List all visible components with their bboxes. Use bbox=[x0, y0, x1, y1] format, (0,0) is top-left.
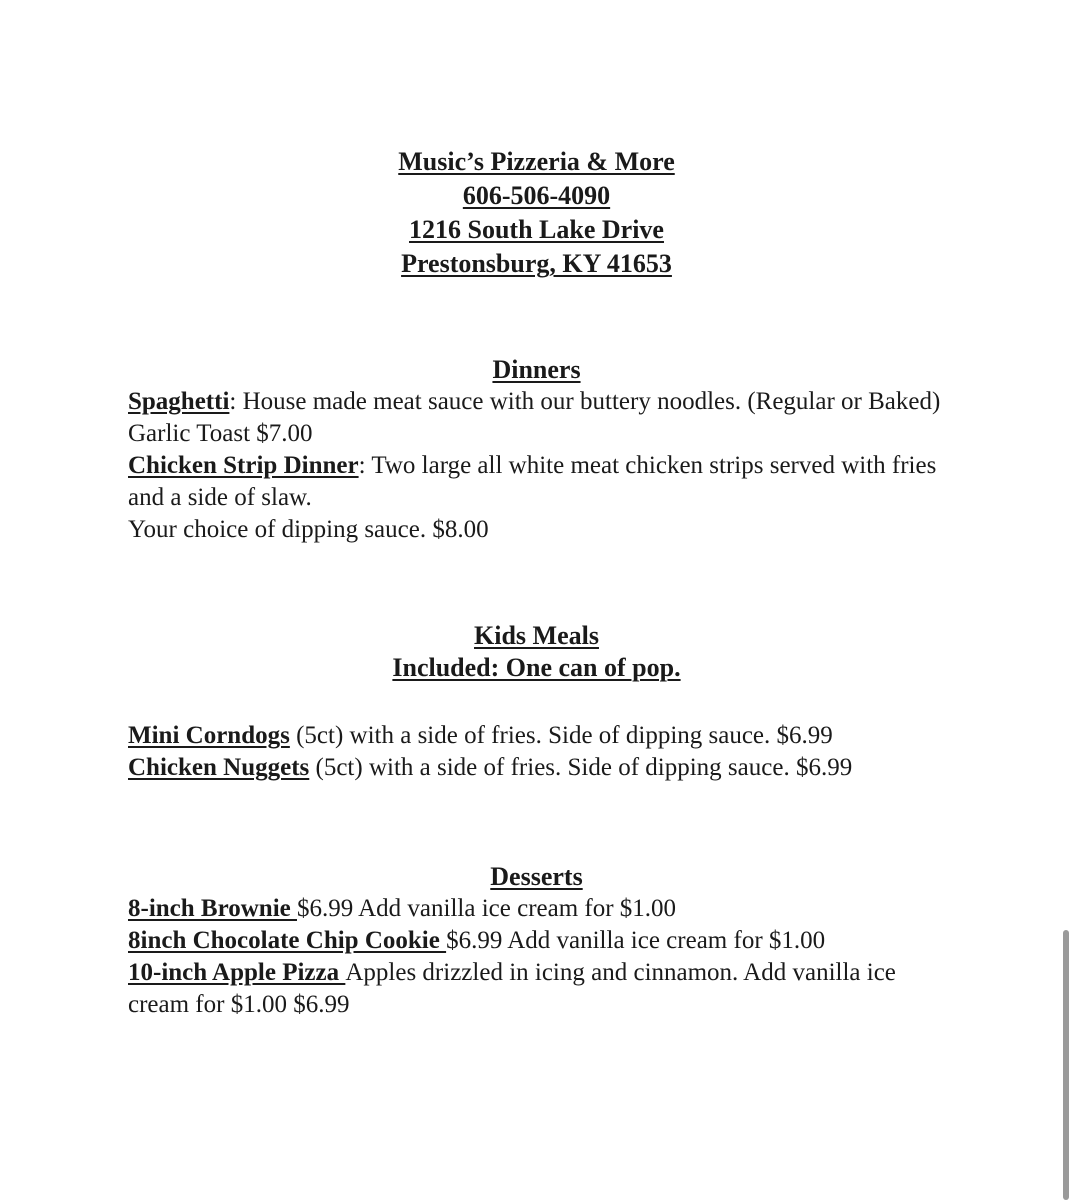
item-name: Chicken Nuggets bbox=[128, 754, 310, 781]
item-name: Chicken Strip Dinner bbox=[128, 452, 359, 479]
menu-item bbox=[128, 450, 958, 514]
item-name: 10-inch Apple Pizza bbox=[128, 959, 346, 986]
scrollbar[interactable] bbox=[1063, 930, 1069, 1200]
restaurant-header bbox=[0, 145, 1073, 281]
item-description: $6.99 Add vanilla ice cream for $1.00 bbox=[446, 927, 826, 954]
item-description: House made meat sauce with our buttery noodles. (Regular or Baked) Garlic Toast $7.00 bbox=[128, 388, 941, 447]
section-subtitle: Included: One can of pop. bbox=[392, 653, 681, 682]
restaurant-name: Music’s Pizzeria & More bbox=[398, 147, 675, 176]
menu-item bbox=[128, 957, 958, 1021]
menu-item bbox=[128, 752, 958, 784]
menu-item bbox=[128, 386, 958, 450]
item-name: 8-inch Brownie bbox=[128, 895, 297, 922]
item-name: Mini Corndogs bbox=[128, 722, 290, 749]
item-name: 8inch Chocolate Chip Cookie bbox=[128, 927, 447, 954]
spacer bbox=[128, 684, 958, 720]
item-separator: : bbox=[229, 388, 237, 415]
restaurant-city: Prestonsburg, KY 41653 bbox=[401, 249, 672, 278]
restaurant-street: 1216 South Lake Drive bbox=[409, 215, 664, 244]
item-description: Apples drizzled in icing and cinnamon. Add vanilla ice cream for $1.00 $6.99 bbox=[128, 959, 896, 1018]
kids-meals-section bbox=[128, 620, 958, 784]
item-description: $6.99 Add vanilla ice cream for $1.00 bbox=[297, 895, 677, 922]
section-title: Dinners bbox=[492, 355, 581, 384]
dinners-section bbox=[128, 354, 958, 546]
item-name: Spaghetti bbox=[128, 388, 230, 415]
section-title: Kids Meals bbox=[474, 621, 599, 650]
item-description: Two large all white meat chicken strips served with fries and a side of slaw. bbox=[128, 452, 937, 511]
menu-item bbox=[128, 720, 958, 752]
item-description: (5ct) with a side of fries. Side of dipping sauce. $6.99 bbox=[309, 754, 853, 781]
item-extra: Your choice of dipping sauce. $8.00 bbox=[128, 516, 489, 543]
section-title: Desserts bbox=[490, 862, 583, 891]
restaurant-phone: 606-506-4090 bbox=[462, 181, 611, 210]
menu-item bbox=[128, 925, 958, 957]
item-description: (5ct) with a side of fries. Side of dipping sauce. $6.99 bbox=[289, 722, 833, 749]
item-separator: : bbox=[358, 452, 366, 479]
desserts-section bbox=[128, 861, 958, 1021]
menu-item bbox=[128, 893, 958, 925]
